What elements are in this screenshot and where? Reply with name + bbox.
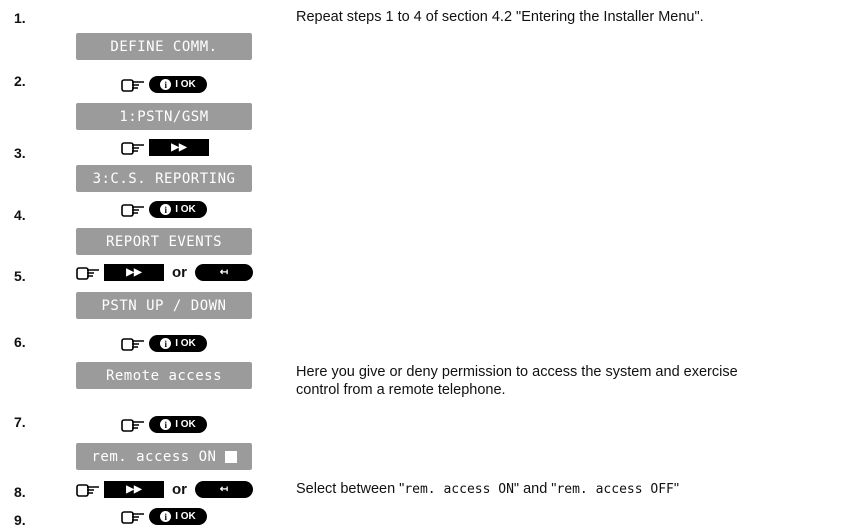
step-number-2: 2. xyxy=(14,73,26,89)
ok-key[interactable] xyxy=(149,201,207,218)
pointing-hand-icon xyxy=(76,482,100,498)
display-text: 3:C.S. REPORTING xyxy=(92,170,236,187)
back-arrow-icon: ↤ xyxy=(219,484,229,495)
next-arrow-icon: ▶▶ xyxy=(171,142,187,153)
display-text: Remote access xyxy=(105,367,223,384)
ok-key[interactable] xyxy=(149,416,207,433)
key-label: I OK xyxy=(175,511,196,522)
back-key[interactable] xyxy=(195,264,253,281)
display-rem-access-on xyxy=(76,443,252,470)
description-text: Select between " xyxy=(296,481,405,497)
description-line: Here you give or deny permission to access the system and exercise xyxy=(296,364,738,380)
pointing-hand-icon xyxy=(121,77,145,93)
description-line: control from a remote telephone. xyxy=(296,382,506,398)
display-pstn-updown xyxy=(76,292,252,319)
pointing-hand-icon xyxy=(121,140,145,156)
pointing-hand-icon xyxy=(76,265,100,281)
info-icon: i xyxy=(160,79,171,90)
display-text: PSTN UP / DOWN xyxy=(101,297,227,314)
step1-description: Repeat steps 1 to 4 of section 4.2 "Entering the Installer Menu". xyxy=(296,9,704,25)
step-number-8: 8. xyxy=(14,484,26,500)
display-define-comm xyxy=(76,33,252,60)
back-key[interactable] xyxy=(195,481,253,498)
step6-description xyxy=(296,363,836,399)
ok-key[interactable] xyxy=(149,508,207,525)
cursor-block-icon xyxy=(225,451,237,463)
key-label: I OK xyxy=(175,79,196,90)
description-text: " and " xyxy=(513,481,557,497)
next-key[interactable] xyxy=(104,264,164,281)
step-number-5: 5. xyxy=(14,268,26,284)
press-next-or-back-step5 xyxy=(76,264,253,281)
step-number-3: 3. xyxy=(14,145,26,161)
display-pstn-gsm xyxy=(76,103,252,130)
info-icon: i xyxy=(160,419,171,430)
option-off-text: rem. access OFF xyxy=(556,482,674,497)
info-icon: i xyxy=(160,338,171,349)
or-label: or xyxy=(172,264,187,281)
ok-key[interactable] xyxy=(149,76,207,93)
back-arrow-icon: ↤ xyxy=(219,267,229,278)
display-cs-reporting xyxy=(76,165,252,192)
pointing-hand-icon xyxy=(121,202,145,218)
press-ok-step9 xyxy=(121,508,207,525)
key-label: I OK xyxy=(175,338,196,349)
pointing-hand-icon xyxy=(121,417,145,433)
press-next-or-back-step8 xyxy=(76,481,253,498)
info-icon: i xyxy=(160,204,171,215)
press-ok-step7 xyxy=(121,416,207,433)
press-ok-step6 xyxy=(121,335,207,352)
display-text: rem. access ON xyxy=(91,448,217,465)
display-text: DEFINE COMM. xyxy=(110,38,218,55)
display-remote-access xyxy=(76,362,252,389)
next-arrow-icon: ▶▶ xyxy=(126,484,142,495)
step-number-9: 9. xyxy=(14,512,26,528)
press-ok-step2 xyxy=(121,76,207,93)
next-arrow-icon: ▶▶ xyxy=(126,267,142,278)
or-label: or xyxy=(172,481,187,498)
step-number-4: 4. xyxy=(14,207,26,223)
info-icon: i xyxy=(160,511,171,522)
description-text: " xyxy=(673,481,680,497)
ok-key[interactable] xyxy=(149,335,207,352)
step8-description xyxy=(296,480,679,499)
key-label: I OK xyxy=(175,204,196,215)
press-ok-step4 xyxy=(121,201,207,218)
display-report-events xyxy=(76,228,252,255)
step-number-7: 7. xyxy=(14,414,26,430)
step-number-1: 1. xyxy=(14,10,26,26)
next-key[interactable] xyxy=(149,139,209,156)
pointing-hand-icon xyxy=(121,336,145,352)
next-key[interactable] xyxy=(104,481,164,498)
key-label: I OK xyxy=(175,419,196,430)
pointing-hand-icon xyxy=(121,509,145,525)
display-text: REPORT EVENTS xyxy=(105,233,223,250)
display-text: 1:PSTN/GSM xyxy=(119,108,209,125)
option-on-text: rem. access ON xyxy=(404,482,514,497)
press-next-step3 xyxy=(121,139,209,156)
step-number-6: 6. xyxy=(14,334,26,350)
